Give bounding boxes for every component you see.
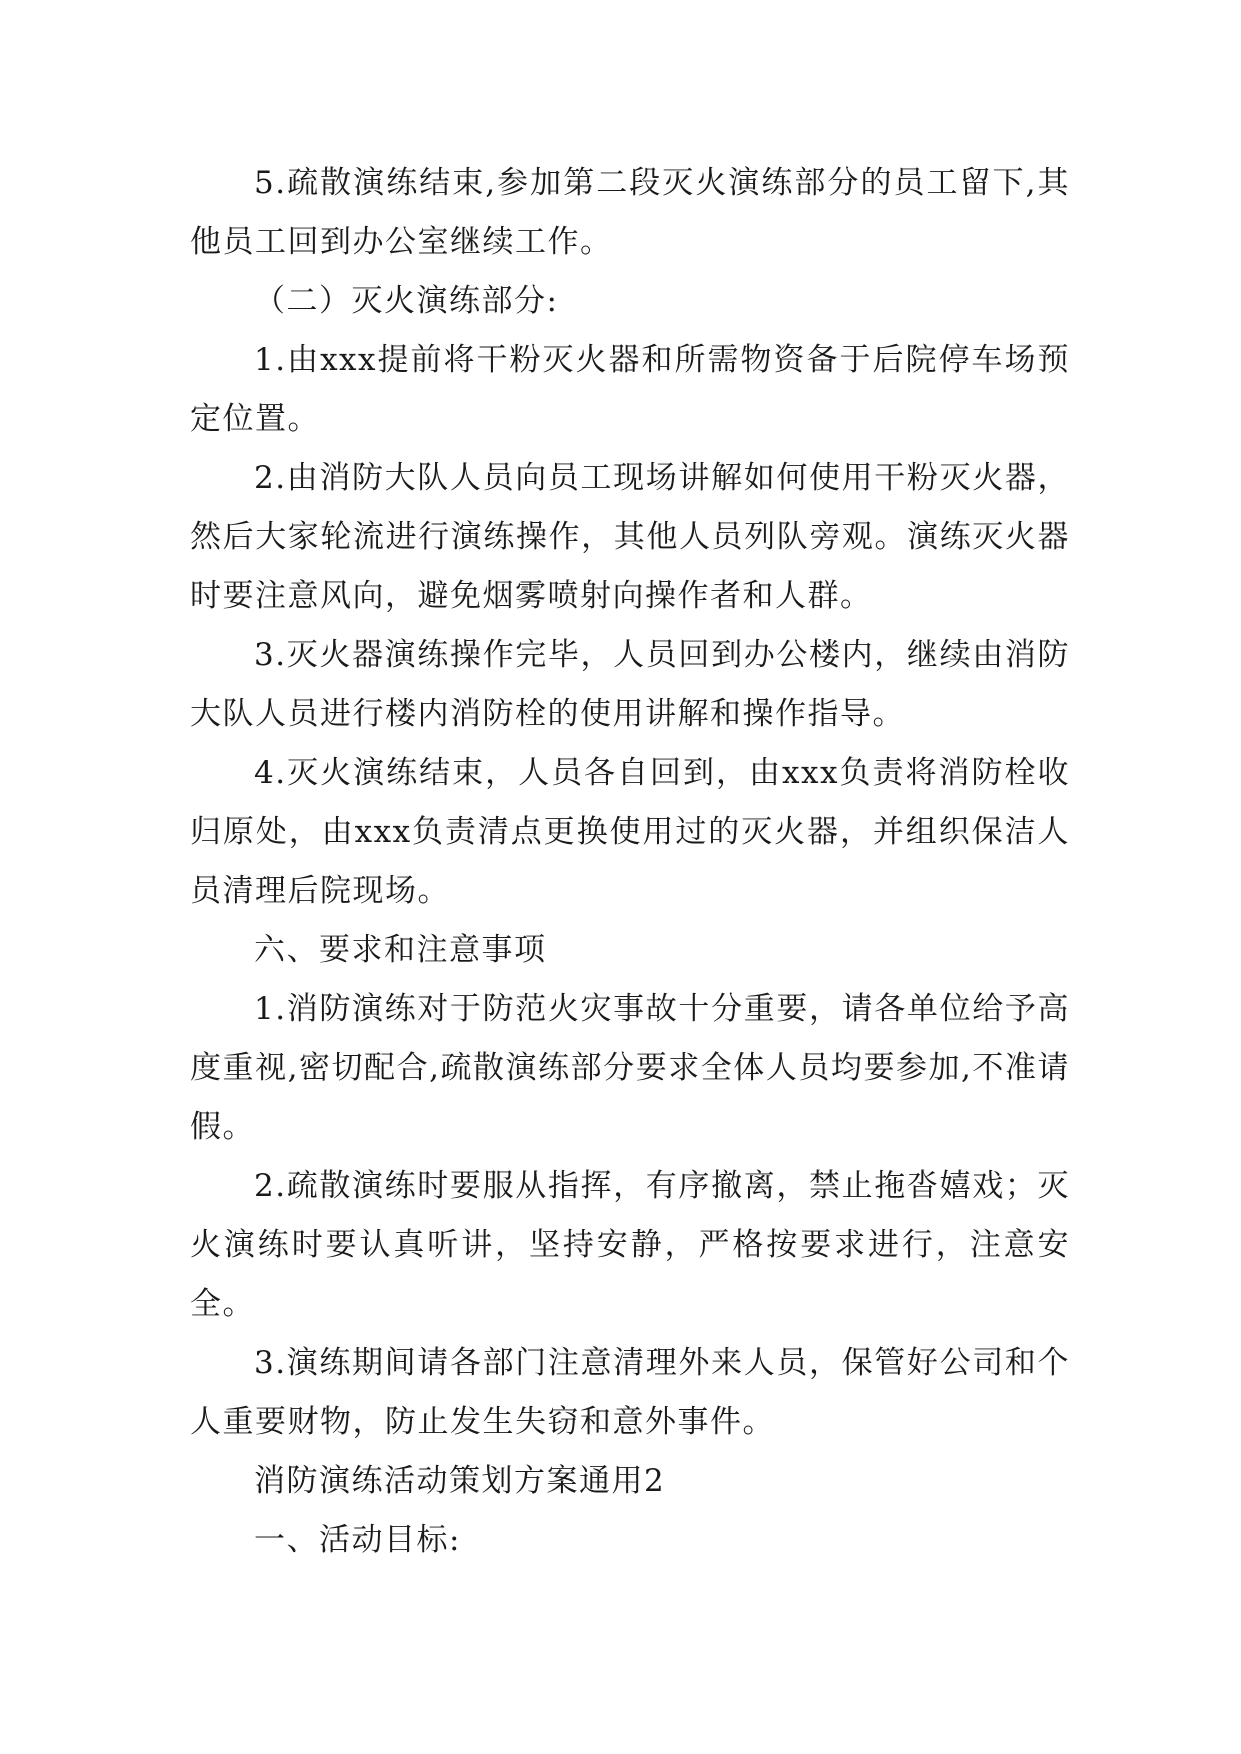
- paragraph-fire-drill-1: 1.由xxx提前将干粉灭火器和所需物资备于后院停车场预定位置。: [190, 342, 1070, 437]
- paragraph-fire-drill-3: 3.灭火器演练操作完毕，人员回到办公楼内，继续由消防大队人员进行楼内消防栓的使用讲解和操作指导。: [190, 637, 1070, 732]
- section-heading-objectives: 一、活动目标:: [254, 1522, 461, 1558]
- paragraph-fire-drill-2: 2.由消防大队人员向员工现场讲解如何使用干粉灭火器，然后大家轮流进行演练操作，其他人员列队旁观。演练灭火器时要注意风向，避免烟雾喷射向操作者和人群。: [190, 460, 1070, 614]
- section-heading-fire-drill: （二）灭火演练部分:: [254, 283, 559, 319]
- paragraph-evacuation-end: 5.疏散演练结束,参加第二段灭火演练部分的员工留下,其他员工回到办公室继续工作。: [190, 165, 1070, 260]
- paragraph-requirement-2: 2.疏散演练时要服从指挥，有序撤离，禁止拖沓嬉戏；灭火演练时要认真听讲，坚持安静，严格按要求进行，注意安全。: [190, 1168, 1070, 1322]
- paragraph-requirement-3: 3.演练期间请各部门注意清理外来人员，保管好公司和个人重要财物，防止发生失窃和意外事件。: [190, 1345, 1070, 1440]
- section-heading-requirements: 六、要求和注意事项: [254, 932, 547, 968]
- paragraph-fire-drill-4: 4.灭火演练结束，人员各自回到，由xxx负责将消防栓收归原处，由xxx负责清点更换使用过的灭火器，并组织保洁人员清理后院现场。: [190, 755, 1070, 909]
- plan-title-2: 消防演练活动策划方案通用2: [254, 1463, 666, 1499]
- document-body: [190, 154, 1070, 1570]
- paragraph-requirement-1: 1.消防演练对于防范火灾事故十分重要，请各单位给予高度重视,密切配合,疏散演练部分要求全体人员均要参加,不准请假。: [190, 991, 1070, 1145]
